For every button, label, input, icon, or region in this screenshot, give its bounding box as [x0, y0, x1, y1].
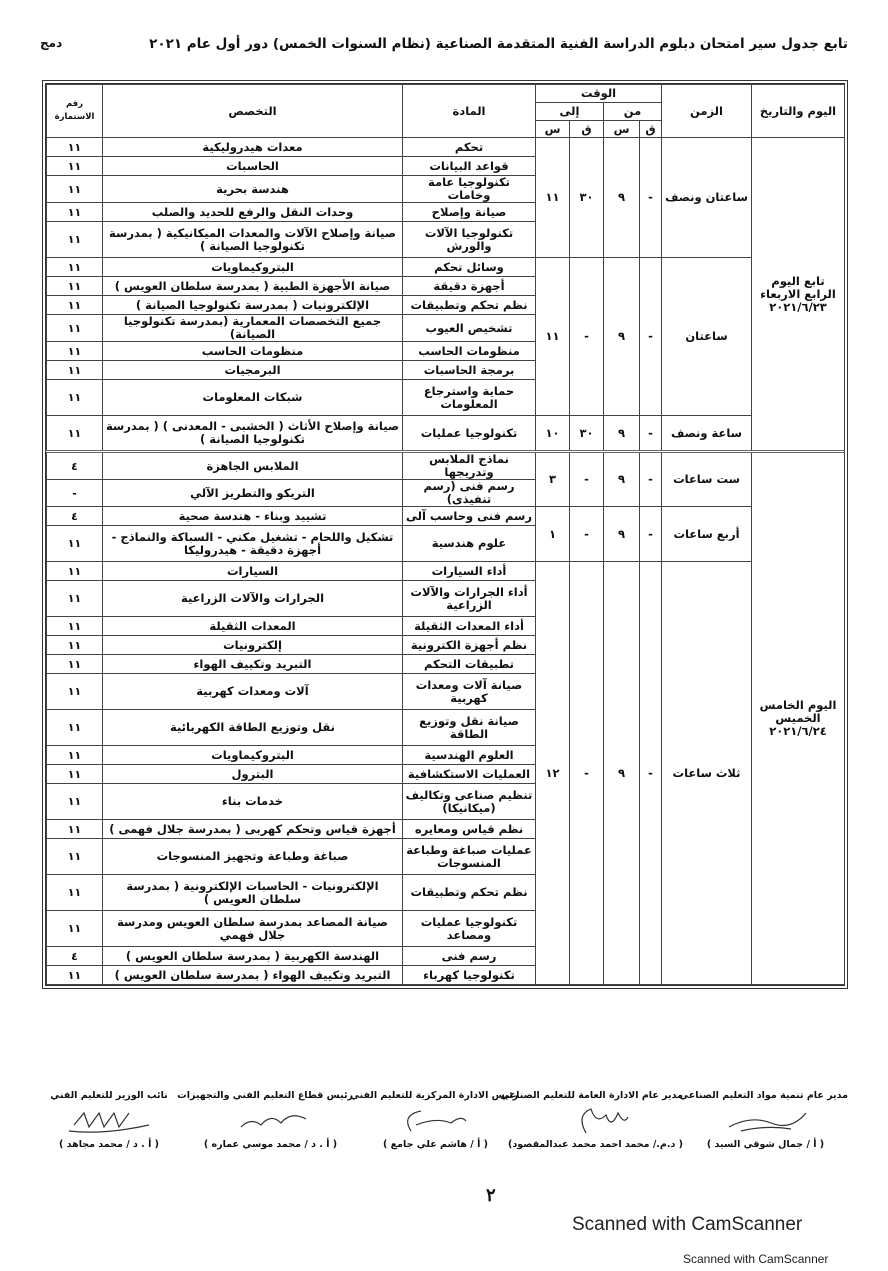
signatory-name: ( د.م./ محمد احمد محمد عبدالمقصود): [508, 1139, 683, 1150]
duration-cell: ست ساعات: [662, 452, 752, 507]
subject-cell: رسم فنى وحاسب آلى: [403, 507, 536, 526]
specialization-cell: الإلكترونيات - الحاسبات الإلكترونية ( بمدرسة سلطان العويس ): [103, 875, 403, 911]
to-minute-cell: ٣٠: [570, 416, 604, 452]
signature-block: [679, 1090, 848, 1160]
subject-cell: نظم قياس ومعايره: [403, 820, 536, 839]
specialization-cell: صيانة الأجهزة الطبية ( بمدرسة سلطان العويس ): [103, 277, 403, 296]
specialization-cell: التبريد وتكييف الهواء: [103, 655, 403, 674]
form-number-cell: ١١: [47, 820, 103, 839]
form-number-cell: ١١: [47, 203, 103, 222]
form-number-cell: ١١: [47, 655, 103, 674]
to-hour-cell: ١٢: [536, 562, 570, 985]
form-number-cell: ١١: [47, 416, 103, 452]
signature-scribble-icon: [556, 1105, 646, 1135]
header-from-hour: س: [604, 121, 640, 138]
from-hour-cell: ٩: [604, 416, 640, 452]
header-from-minute: ق: [640, 121, 662, 138]
subject-cell: تحكم: [403, 138, 536, 157]
from-minute-cell: -: [640, 416, 662, 452]
signature-role: رئيس الادارة المركزية للتعليم الفني: [349, 1090, 518, 1101]
form-number-cell: ١١: [47, 562, 103, 581]
subject-cell: أداء المعدات الثقيلة: [403, 617, 536, 636]
table-row: [47, 452, 845, 480]
subject-cell: العمليات الاستكشافية: [403, 765, 536, 784]
form-number-cell: ١١: [47, 581, 103, 617]
form-number-cell: ١١: [47, 157, 103, 176]
signature-role: رئيس قطاع التعليم الفني والتجهيزات: [177, 1090, 353, 1101]
table-row: [47, 138, 845, 157]
header-form-number: رقم الاستمارة: [47, 85, 103, 138]
duration-cell: ساعتان: [662, 258, 752, 416]
specialization-cell: صيانة المصاعد بمدرسة سلطان العويس ومدرسة جلال فهمي: [103, 911, 403, 947]
signature-block: [500, 1090, 683, 1160]
form-number-cell: ١١: [47, 911, 103, 947]
camscanner-watermark-small: Scanned with CamScanner: [683, 1252, 829, 1266]
subject-cell: حماية واسترجاع المعلومات: [403, 380, 536, 416]
subject-cell: عمليات صباغة وطباعة المنسوجات: [403, 839, 536, 875]
specialization-cell: البرمجيات: [103, 361, 403, 380]
subject-cell: علوم هندسية: [403, 526, 536, 562]
form-number-cell: ١١: [47, 746, 103, 765]
specialization-cell: هندسة بحرية: [103, 176, 403, 203]
specialization-cell: التريكو والتطريز الآلي: [103, 480, 403, 507]
from-minute-cell: -: [640, 452, 662, 507]
specialization-cell: إلكترونيات: [103, 636, 403, 655]
from-minute-cell: -: [640, 258, 662, 416]
form-number-cell: ١١: [47, 361, 103, 380]
subject-cell: نظم تحكم وتطبيقات: [403, 875, 536, 911]
specialization-cell: تشييد وبناء - هندسة صحية: [103, 507, 403, 526]
signature-scribble-icon: [64, 1105, 154, 1135]
camscanner-watermark: Scanned with CamScanner: [572, 1214, 803, 1235]
from-hour-cell: ٩: [604, 138, 640, 258]
subject-cell: نظم أجهزة الكترونية: [403, 636, 536, 655]
form-number-cell: ١١: [47, 342, 103, 361]
signature-scribble-icon: [721, 1105, 811, 1135]
day-date-cell: اليوم الخامس الخميس ٢٠٢١/٦/٢٤: [752, 452, 845, 985]
specialization-cell: أجهزة قياس وتحكم كهربى ( بمدرسة جلال فهمى ): [103, 820, 403, 839]
specialization-cell: البترول: [103, 765, 403, 784]
subject-cell: قواعد البيانات: [403, 157, 536, 176]
specialization-cell: الهندسة الكهربية ( بمدرسة سلطان العويس ): [103, 947, 403, 966]
form-number-cell: ١١: [47, 176, 103, 203]
page-title: تابع جدول سير امتحان دبلوم الدراسة الفنية المتقدمة الصناعية (نظام السنوات الخمس) دور أول عام ٢٠٢١: [149, 36, 848, 52]
header-time: الوقت: [536, 85, 662, 103]
to-minute-cell: -: [570, 258, 604, 416]
table-row: [47, 416, 845, 452]
specialization-cell: جميع التخصصات المعمارية (بمدرسة تكنولوجيا الصيانة): [103, 315, 403, 342]
form-number-cell: -: [47, 480, 103, 507]
table-header: [47, 85, 845, 138]
from-hour-cell: ٩: [604, 258, 640, 416]
form-number-cell: ١١: [47, 277, 103, 296]
subject-cell: رسم فنى (رسم تنفيذى): [403, 480, 536, 507]
from-minute-cell: -: [640, 562, 662, 985]
form-number-cell: ١١: [47, 636, 103, 655]
subject-cell: تكنولوجيا عمليات: [403, 416, 536, 452]
table-row: [47, 258, 845, 277]
subject-cell: نظم تحكم وتطبيقات: [403, 296, 536, 315]
subject-cell: تكنولوجيا الآلات والورش: [403, 222, 536, 258]
from-minute-cell: -: [640, 138, 662, 258]
form-number-cell: ٤: [47, 947, 103, 966]
from-hour-cell: ٩: [604, 452, 640, 507]
form-number-cell: ١١: [47, 526, 103, 562]
header-day-date: اليوم والتاريخ: [752, 85, 845, 138]
form-number-cell: ١١: [47, 380, 103, 416]
signature-role: مدير عام الادارة العامة للتعليم الصناعي: [500, 1090, 683, 1101]
specialization-cell: آلات ومعدات كهربية: [103, 674, 403, 710]
specialization-cell: صيانة وإصلاح الأثاث ( الخشبى - المعدنى ) ( بمدرسة تكنولوجيا الصيانة ): [103, 416, 403, 452]
specialization-cell: صباغة وطباعة وتجهيز المنسوجات: [103, 839, 403, 875]
specialization-cell: تشكيل واللحام - تشغيل مكني - السباكة والنماذج - أجهزة دقيقة - هيدروليكا: [103, 526, 403, 562]
specialization-cell: الحاسبات: [103, 157, 403, 176]
subject-cell: وسائل تحكم: [403, 258, 536, 277]
schedule-table-wrapper: [42, 80, 848, 989]
signature-block: [30, 1090, 188, 1160]
form-number-cell: ١١: [47, 710, 103, 746]
duration-cell: ساعتان ونصف: [662, 138, 752, 258]
specialization-cell: منظومات الحاسب: [103, 342, 403, 361]
signature-block: [349, 1090, 518, 1160]
header-duration: الزمن: [662, 85, 752, 138]
page-mark: دمج: [40, 36, 63, 50]
header-to: إلى: [536, 103, 604, 121]
exam-schedule-table: [46, 84, 845, 985]
subject-cell: تكنولوجيا عمليات ومصاعد: [403, 911, 536, 947]
specialization-cell: السيارات: [103, 562, 403, 581]
specialization-cell: خدمات بناء: [103, 784, 403, 820]
header-to-hour: س: [536, 121, 570, 138]
subject-cell: أجهزة دقيقة: [403, 277, 536, 296]
subject-cell: تشخيص العيوب: [403, 315, 536, 342]
signature-role: نائب الوزير للتعليم الفني: [50, 1090, 168, 1101]
to-minute-cell: -: [570, 562, 604, 985]
header-subject: المادة: [403, 85, 536, 138]
signatory-name: ( أ / هاشم علي جامع ): [383, 1139, 488, 1150]
page-number: ٢: [486, 1185, 496, 1206]
subject-cell: تنظيم صناعى وتكاليف (ميكانيكا): [403, 784, 536, 820]
signature-block: [177, 1090, 353, 1160]
form-number-cell: ٤: [47, 452, 103, 480]
from-minute-cell: -: [640, 507, 662, 562]
to-hour-cell: ١٠: [536, 416, 570, 452]
table-body: [47, 138, 845, 985]
to-hour-cell: ١١: [536, 258, 570, 416]
specialization-cell: وحدات النقل والرفع للحديد والصلب: [103, 203, 403, 222]
header-from: من: [604, 103, 662, 121]
specialization-cell: معدات هيدروليكية: [103, 138, 403, 157]
subject-cell: أداء السيارات: [403, 562, 536, 581]
table-row: [47, 562, 845, 581]
specialization-cell: البتروكيماويات: [103, 258, 403, 277]
duration-cell: أربع ساعات: [662, 507, 752, 562]
form-number-cell: ١١: [47, 222, 103, 258]
table-row: [47, 507, 845, 526]
signatory-name: ( أ / جمال شوقي السيد ): [706, 1139, 825, 1150]
specialization-cell: نقل وتوزيع الطاقة الكهربائية: [103, 710, 403, 746]
subject-cell: العلوم الهندسية: [403, 746, 536, 765]
duration-cell: ساعة ونصف: [662, 416, 752, 452]
signature-scribble-icon: [226, 1105, 316, 1135]
form-number-cell: ١١: [47, 875, 103, 911]
subject-cell: صيانة آلات ومعدات كهربية: [403, 674, 536, 710]
page-header: [40, 36, 848, 60]
specialization-cell: الملابس الجاهزة: [103, 452, 403, 480]
specialization-cell: شبكات المعلومات: [103, 380, 403, 416]
form-number-cell: ١١: [47, 617, 103, 636]
to-minute-cell: -: [570, 507, 604, 562]
specialization-cell: المعدات الثقيلة: [103, 617, 403, 636]
day-date-cell: تابع اليوم الرابع الاربعاء ٢٠٢١/٦/٢٣: [752, 138, 845, 452]
signatures-section: [30, 1090, 848, 1160]
form-number-cell: ١١: [47, 138, 103, 157]
subject-cell: صيانة وإصلاح: [403, 203, 536, 222]
subject-cell: تكنولوجيا عامة وخامات: [403, 176, 536, 203]
from-hour-cell: ٩: [604, 507, 640, 562]
specialization-cell: الجرارات والآلات الزراعية: [103, 581, 403, 617]
specialization-cell: التبريد وتكييف الهواء ( بمدرسة سلطان العويس ): [103, 966, 403, 985]
subject-cell: أداء الجرارات والآلات الزراعية: [403, 581, 536, 617]
to-hour-cell: ٣: [536, 452, 570, 507]
duration-cell: ثلاث ساعات: [662, 562, 752, 985]
subject-cell: رسم فنى: [403, 947, 536, 966]
subject-cell: برمجة الحاسبات: [403, 361, 536, 380]
subject-cell: نماذج الملابس وتدريجها: [403, 452, 536, 480]
header-to-minute: ق: [570, 121, 604, 138]
form-number-cell: ١١: [47, 765, 103, 784]
to-hour-cell: ١١: [536, 138, 570, 258]
specialization-cell: البتروكيماويات: [103, 746, 403, 765]
to-hour-cell: ١: [536, 507, 570, 562]
header-specialization: التخصص: [103, 85, 403, 138]
subject-cell: منظومات الحاسب: [403, 342, 536, 361]
form-number-cell: ١١: [47, 315, 103, 342]
subject-cell: تطبيقات التحكم: [403, 655, 536, 674]
signature-scribble-icon: [391, 1105, 481, 1135]
specialization-cell: الإلكترونيات ( بمدرسة تكنولوجيا الصيانة ): [103, 296, 403, 315]
form-number-cell: ١١: [47, 258, 103, 277]
signatory-name: ( أ . د / محمد مجاهد ): [58, 1139, 159, 1150]
form-number-cell: ١١: [47, 839, 103, 875]
subject-cell: تكنولوجيا كهرباء: [403, 966, 536, 985]
specialization-cell: صيانة وإصلاح الآلات والمعدات الميكانيكية ( بمدرسة تكنولوجيا الصيانة ): [103, 222, 403, 258]
to-minute-cell: -: [570, 452, 604, 507]
form-number-cell: ٤: [47, 507, 103, 526]
form-number-cell: ١١: [47, 674, 103, 710]
from-hour-cell: ٩: [604, 562, 640, 985]
form-number-cell: ١١: [47, 966, 103, 985]
form-number-cell: ١١: [47, 784, 103, 820]
signatory-name: ( أ . د / محمد موسي عماره ): [203, 1139, 338, 1150]
to-minute-cell: ٣٠: [570, 138, 604, 258]
signature-role: مدير عام تنمية مواد التعليم الصناعي: [679, 1090, 848, 1101]
subject-cell: صيانة نقل وتوزيع الطاقة: [403, 710, 536, 746]
form-number-cell: ١١: [47, 296, 103, 315]
